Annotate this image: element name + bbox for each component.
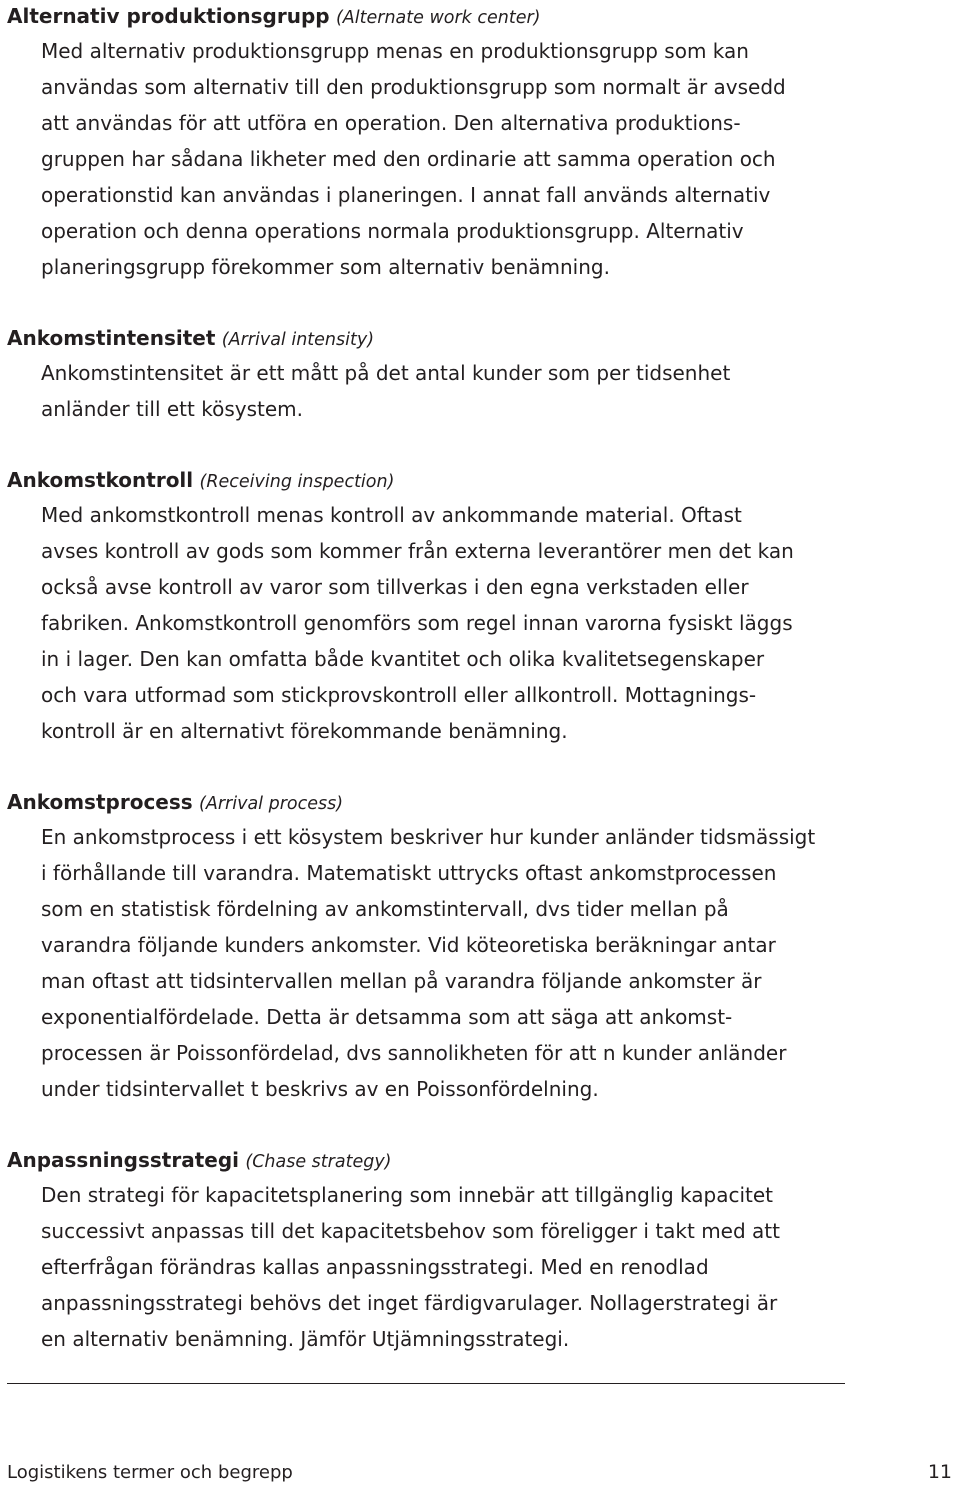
definition-line: operationstid kan användas i planeringen. I annat fall används alternativ	[41, 183, 771, 207]
definition-line: Ankomstintensitet är ett mått på det antal kunder som per tidsenhet	[41, 361, 731, 385]
term-name: Ankomstintensitet	[7, 326, 216, 350]
term-english: (Alternate work center)	[335, 8, 541, 28]
glossary-entry	[7, 787, 815, 1107]
definition-line: också avse kontroll av varor som tillverkas i den egna verkstaden eller	[41, 575, 749, 599]
term-name: Ankomstprocess	[7, 790, 193, 814]
definition-line: gruppen har sådana likheter med den ordinarie att samma operation och	[41, 147, 776, 171]
term-english: (Chase strategy)	[245, 1152, 392, 1172]
page-number: 11	[927, 1461, 952, 1483]
definition-line: kontroll är en alternativt förekommande benämning.	[41, 719, 568, 743]
definition-line: planeringsgrupp förekommer som alternativ benämning.	[41, 255, 610, 279]
definition-line: successivt anpassas till det kapacitetsbehov som föreligger i takt med att	[41, 1219, 780, 1243]
term-definition	[41, 817, 815, 1107]
term-definition	[41, 31, 786, 285]
definition-line: och vara utformad som stickprovskontroll eller allkontroll. Mottagnings-	[41, 683, 757, 707]
entry-heading	[7, 1145, 780, 1175]
definition-line: som en statistisk fördelning av ankomstintervall, dvs tider mellan på	[41, 897, 729, 921]
definition-line: anpassningsstrategi behövs det inget färdigvarulager. Nollagerstrategi är	[41, 1291, 778, 1315]
term-english: (Receiving inspection)	[199, 472, 395, 492]
term-definition	[41, 353, 730, 427]
definition-line: fabriken. Ankomstkontroll genomförs som regel innan varorna fysiskt läggs	[41, 611, 793, 635]
definition-line: en alternativ benämning. Jämför Utjämningsstrategi.	[41, 1327, 570, 1351]
definition-line: En ankomstprocess i ett kösystem beskriver hur kunder anländer tidsmässigt	[41, 825, 816, 849]
footer-divider	[7, 1383, 845, 1384]
entry-heading	[7, 323, 730, 353]
term-definition	[41, 495, 794, 749]
definition-line: avses kontroll av gods som kommer från externa leverantörer men det kan	[41, 539, 794, 563]
term-definition	[41, 1175, 780, 1357]
definition-line: anländer till ett kösystem.	[41, 397, 303, 421]
definition-line: Med alternativ produktionsgrupp menas en produktionsgrupp som kan	[41, 39, 749, 63]
term-english: (Arrival intensity)	[221, 330, 375, 350]
definition-line: att användas för att utföra en operation. Den alternativa produktions-	[41, 111, 741, 135]
footer-title: Logistikens termer och begrepp	[7, 1462, 293, 1483]
definition-line: i förhållande till varandra. Matematiskt uttrycks oftast ankomstprocessen	[41, 861, 777, 885]
entry-heading	[7, 1, 786, 31]
term-english: (Arrival process)	[199, 794, 344, 814]
definition-line: processen är Poissonfördelad, dvs sannolikheten för att n kunder anländer	[41, 1041, 787, 1065]
definition-line: efterfrågan förändras kallas anpassningsstrategi. Med en renodlad	[41, 1255, 709, 1279]
definition-line: Den strategi för kapacitetsplanering som innebär att tillgänglig kapacitet	[41, 1183, 774, 1207]
term-name: Alternativ produktionsgrupp	[7, 4, 330, 28]
definition-line: varandra följande kunders ankomster. Vid köteoretiska beräkningar antar	[41, 933, 776, 957]
term-name: Ankomstkontroll	[7, 468, 194, 492]
glossary-entry	[7, 323, 730, 427]
definition-line: exponentialfördelade. Detta är detsamma som att säga att ankomst-	[41, 1005, 733, 1029]
glossary-entry	[7, 465, 794, 749]
term-name: Anpassningsstrategi	[7, 1148, 240, 1172]
entry-heading	[7, 787, 815, 817]
definition-line: in i lager. Den kan omfatta både kvantitet och olika kvalitetsegenskaper	[41, 647, 765, 671]
definition-line: operation och denna operations normala produktionsgrupp. Alternativ	[41, 219, 744, 243]
glossary-entry	[7, 1, 786, 285]
glossary-entry	[7, 1145, 780, 1357]
definition-line: användas som alternativ till den produktionsgrupp som normalt är avsedd	[41, 75, 786, 99]
entry-heading	[7, 465, 794, 495]
definition-line: under tidsintervallet t beskrivs av en Poissonfördelning.	[41, 1077, 599, 1101]
definition-line: man oftast att tidsintervallen mellan på varandra följande ankomster är	[41, 969, 762, 993]
definition-line: Med ankomstkontroll menas kontroll av ankommande material. Oftast	[41, 503, 742, 527]
